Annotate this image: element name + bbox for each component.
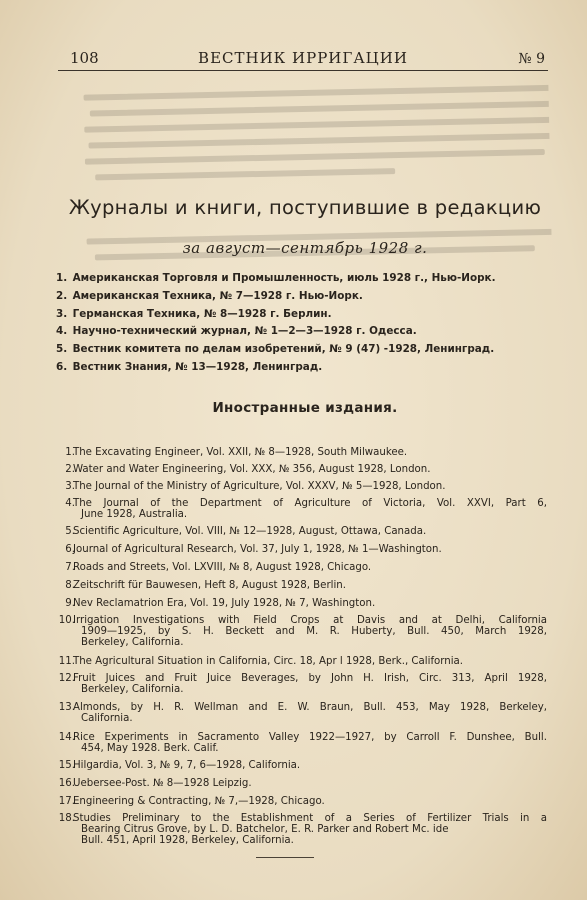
item-number: 12. <box>58 673 75 684</box>
page-subtitle: за август—сентябрь 1928 г. <box>182 239 428 257</box>
item-text: The Journal of the Department of Agriculture of Victoria, Vol. XXVI, Part 6, <box>73 498 547 509</box>
journal-title: ВЕСТНИК ИРРИГАЦИИ <box>198 49 408 67</box>
item-number: 3. <box>56 307 68 320</box>
item-text: Zeitschrift für Bauwesen, Heft 8, August 1928, Berlin. <box>73 580 346 591</box>
item-text: Fruit Juices and Fruit Juice Beverages, by John H. Irish, Circ. 313, April 1928, <box>73 673 547 684</box>
item-number: 17. <box>58 796 75 807</box>
item-text: Scientific Agriculture, Vol. VIII, № 12—1928, August, Ottawa, Canada. <box>73 526 427 537</box>
item-text-continued: 454, May 1928. Berk. Calif. <box>81 743 219 754</box>
item-number: 4. <box>65 498 75 509</box>
list-item <box>56 341 536 359</box>
page-number: 108 <box>70 49 99 67</box>
item-text: Американская Техника, № 7—1928 г. Нью-Иорк. <box>72 289 363 302</box>
item-number: 15. <box>58 760 75 771</box>
item-number: 9. <box>65 598 75 609</box>
item-text: Journal of Agricultural Research, Vol. 37, July 1, 1928, № 1—Washington. <box>73 544 442 555</box>
item-text: Almonds, by H. R. Wellman and E. W. Braun, Bull. 453, May 1928, Berkeley, <box>73 702 547 713</box>
item-text-continued: Berkeley, California. <box>81 684 184 695</box>
item-text-continued: Berkeley, California. <box>81 637 184 648</box>
item-number: 16. <box>58 778 75 789</box>
list-item <box>56 270 536 288</box>
item-text-continued: 1909—1925, by S. H. Beckett and M. R. Huberty, Bull. 450, March 1928, <box>81 626 547 637</box>
item-text-continued: Bull. 451, April 1928, Berkeley, California. <box>81 835 294 846</box>
item-text-continued: June 1928, Australia. <box>81 509 188 520</box>
item-number: 5. <box>65 526 75 537</box>
item-number: 8. <box>65 580 75 591</box>
item-number: 5. <box>56 343 68 356</box>
item-number: 1. <box>65 447 75 458</box>
item-number: 10. <box>58 615 75 626</box>
item-text: Германская Техника, № 8—1928 г. Берлин. <box>72 307 332 320</box>
item-text: Roads and Streets, Vol. LXVIII, № 8, August 1928, Chicago. <box>73 562 372 573</box>
item-number: 11. <box>58 656 75 667</box>
item-text: The Excavating Engineer, Vol. XXII, № 8—1928, South Milwaukee. <box>73 447 408 458</box>
item-number: 3. <box>65 481 75 492</box>
item-text: Rice Experiments in Sacramento Valley 1922—1927, by Carroll F. Dunshee, Bull. <box>73 732 547 743</box>
item-number: 4. <box>56 325 68 338</box>
item-number: 14. <box>58 732 75 743</box>
item-text-continued: Bearing Citrus Grove, by L. D. Batchelor, E. R. Parker and Robert Mc. ide <box>81 824 449 835</box>
item-text-continued: California. <box>81 713 133 724</box>
list-item <box>56 288 536 306</box>
item-text: Научно-технический журнал, № 1—2—3—1928 г. Одесса. <box>72 325 417 338</box>
item-number: 6. <box>65 544 75 555</box>
item-number: 18. <box>58 813 75 824</box>
item-text: Nev Reclamatrion Era, Vol. 19, July 1928, № 7, Washington. <box>73 598 376 609</box>
item-text: Engineering & Contracting, № 7,—1928, Chicago. <box>73 796 325 807</box>
bleed-through-lines <box>84 78 552 265</box>
bleed-through-texture <box>58 65 552 265</box>
item-text: Hilgardia, Vol. 3, № 9, 7, 6—1928, California. <box>73 760 301 771</box>
item-text: Вестник комитета по делам изобретений, № 9 (47) -1928, Ленинград. <box>72 343 495 356</box>
page-title: Журналы и книги, поступившие в редакцию <box>68 196 542 219</box>
closing-rule <box>256 857 314 858</box>
item-number: 6. <box>56 360 68 373</box>
list-item <box>56 306 536 324</box>
header-rule <box>58 70 548 71</box>
item-text: Uebersee-Post. № 8—1928 Leipzig. <box>73 778 252 789</box>
running-header <box>58 47 548 71</box>
issue-number: № 9 <box>518 51 545 67</box>
item-text: Американская Торговля и Промышленность, июль 1928 г., Нью-Иорк. <box>72 272 496 284</box>
item-number: 1. <box>56 272 68 284</box>
item-number: 7. <box>65 562 75 573</box>
item-text: Вестник Знания, № 13—1928, Ленинград. <box>72 360 323 373</box>
item-text: Studies Preliminary to the Establishment of a Series of Fertilizer Trials in a <box>73 813 547 824</box>
russian-publications-list <box>56 270 536 377</box>
item-text: Irrigation Investigations with Field Crops at Davis and at Delhi, California <box>73 615 547 626</box>
item-number: 13. <box>58 702 75 713</box>
list-item <box>56 323 536 341</box>
item-text: The Agricultural Situation in California, Circ. 18, Apr l 1928, Berk., California. <box>73 656 464 667</box>
item-text: Water and Water Engineering, Vol. XXX, № 356, August 1928, London. <box>73 464 431 475</box>
item-number: 2. <box>65 464 75 475</box>
item-number: 2. <box>56 289 68 302</box>
foreign-section-title: Иностранные издания. <box>212 400 398 416</box>
list-item <box>56 359 536 377</box>
item-text: The Journal of the Ministry of Agriculture, Vol. XXXV, № 5—1928, London. <box>73 481 446 492</box>
